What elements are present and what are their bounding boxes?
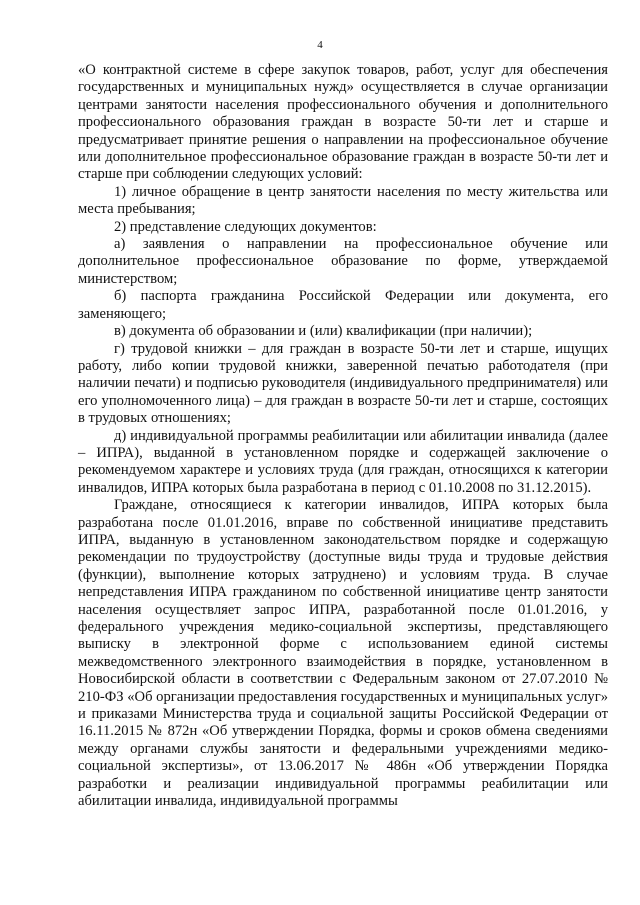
paragraph: 2) представление следующих документов: (114, 218, 377, 235)
paragraph: Граждане, относящиеся к категории инвалидов, ИПРА которых была разработана после 01.01.2016, вправе по собственной инициативе представить ИПРА, выданную в установленном законодательством порядке и содержащую рекомендации по трудоустройству (доступные виды труда и трудовые действия (функции), выполнение которых затруднено) и условиям труда. В случае непредставления ИПРА гражданином по собственной инициативе центр занятости населения осуществляет запрос ИПРА, разработанной после 01.01.2016, у федерального учреждения медико-социальной экспертизы, представляющего выписку в электронной форме с использованием единой системы межведомственного электронного взаимодействия в порядке, установленном в Новосибирской области в соответствии с Федеральным законом от 27.07.2010 № 210-ФЗ «Об организации предоставления государственных и муниципальных услуг» и приказами Министерства труда и социальной защиты Российской Федерации от 16.11.2015 № 872н «Об утверждении Порядка, формы и сроков обмена сведениями между органами службы занятости и федеральными учреждениями медико-социальной экспертизы», от 13.06.2017 № 486н «Об утверждении Порядка разработки и реализации индивидуальной программы реабилитации или абилитации инвалида, индивидуальной программы (78, 497, 609, 810)
paragraph: д) индивидуальной программы реабилитации или абилитации инвалида (далее – ИПРА), выданной в установленном порядке и содержащей заключение о рекомендуемом характере и условиях труда (для граждан, относящихся к категории инвалидов, ИПРА которых была разработана в период с 01.10.2008 по 31.12.2015). (78, 427, 608, 496)
paragraph: в) документа об образовании и (или) квалификации (при наличии); (114, 323, 533, 340)
paragraph: б) паспорта гражданина Российской Федерации или документа, его заменяющего; (78, 288, 608, 322)
document-body (78, 62, 608, 810)
paragraph: а) заявления о направлении на профессиональное обучение или дополнительное профессиональное образование по форме, утверждаемой министерством; (78, 236, 608, 287)
paragraph: г) трудовой книжки – для граждан в возрасте 50-ти лет и старше, ищущих работу, либо копии трудовой книжки, заверенной печатью работодателя (при наличии печати) и подписью руководителя (индивидуального предпринимателя) или его уполномоченного лица) – для граждан в возрасте 50-ти лет и старше, состоящих в трудовых отношениях; (78, 340, 608, 427)
paragraph: 1) личное обращение в центр занятости населения по месту жительства или места пребывания; (78, 183, 608, 218)
paragraph: «О контрактной системе в сфере закупок товаров, работ, услуг для обеспечения государственных и муниципальных нужд» осуществляется в случае организации центрами занятости населения профессионального обучения и дополнительного профессионального образования граждан в возрасте 50-ти лет и старше и предусматривает принятие решения о направлении на профессиональное обучение или дополнительное профессиональное образование граждан в возрасте 50-ти лет и старше при соблюдении следующих условий: (78, 62, 608, 183)
page-number: 4 (317, 39, 323, 51)
